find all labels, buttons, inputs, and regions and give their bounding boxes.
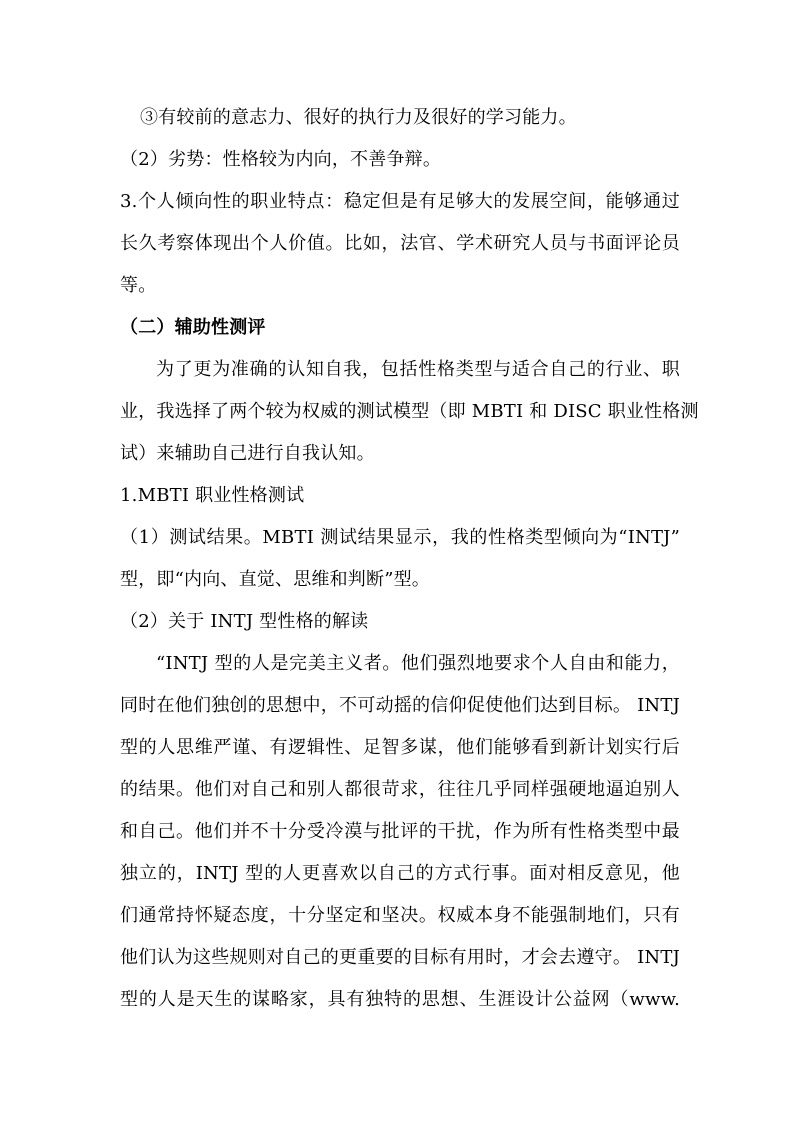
intro-paragraph-line-3: 试）来辅助自己进行自我认知。: [120, 443, 375, 464]
test-result-line-1: （1）测试结果。MBTI 测试结果显示，我的性格类型倾向为“INTJ”: [120, 527, 680, 548]
intj-paragraph-line-2: 同时在他们独创的思想中，不可动摇的信仰促使他们达到目标。 INTJ: [120, 695, 680, 716]
strength-item-3: ③有较前的意志力、很好的执行力及很好的学习能力。: [140, 107, 577, 128]
career-traits-line-3: 等。: [120, 275, 157, 296]
intj-paragraph-line-6: 独立的，INTJ 型的人更喜欢以自己的方式行事。面对相反意见，他: [120, 863, 680, 884]
intj-paragraph-line-8: 他们认为这些规则对自己的更重要的目标有用时，才会去遵守。 INTJ: [120, 947, 680, 968]
test-result-line-2: 型，即“内向、直觉、思维和判断”型。: [120, 569, 431, 590]
career-traits-line-2: 长久考察体现出个人价值。比如，法官、学术研究人员与书面评论员: [120, 233, 680, 254]
intj-paragraph-line-3: 型的人思维严谨、有逻辑性、足智多谋，他们能够看到新计划实行后: [120, 737, 680, 758]
subheading-mbti-test: 1.MBTI 职业性格测试: [120, 485, 305, 506]
career-traits-line-1: 3.个人倾向性的职业特点：稳定但是有足够大的发展空间，能够通过: [120, 191, 680, 212]
intro-paragraph-line-2: 业，我选择了两个较为权威的测试模型（即 MBTI 和 DISC 职业性格测: [120, 401, 699, 422]
intj-paragraph-line-5: 和自己。他们并不十分受冷漠与批评的干扰，作为所有性格类型中最: [120, 821, 680, 842]
intj-paragraph-line-4: 的结果。他们对自己和别人都很苛求，往往几乎同样强硬地逼迫别人: [120, 779, 680, 800]
weakness-line: （2）劣势：性格较为内向，不善争辩。: [120, 149, 442, 170]
section-heading-auxiliary-assessment: （二）辅助性测评: [120, 317, 266, 338]
intj-interpretation-heading: （2）关于 INTJ 型性格的解读: [120, 611, 369, 632]
intj-paragraph-line-7: 们通常持怀疑态度，十分坚定和坚决。权威本身不能强制地们，只有: [120, 905, 680, 926]
intro-paragraph-line-1: 为了更为准确的认知自我，包括性格类型与适合自己的行业、职: [156, 359, 680, 380]
intj-paragraph-line-1: “INTJ 型的人是完美主义者。他们强烈地要求个人自由和能力，: [156, 653, 680, 674]
intj-paragraph-line-9: 型的人是天生的谋略家，具有独特的思想、生涯设计公益网（www.: [120, 989, 680, 1010]
